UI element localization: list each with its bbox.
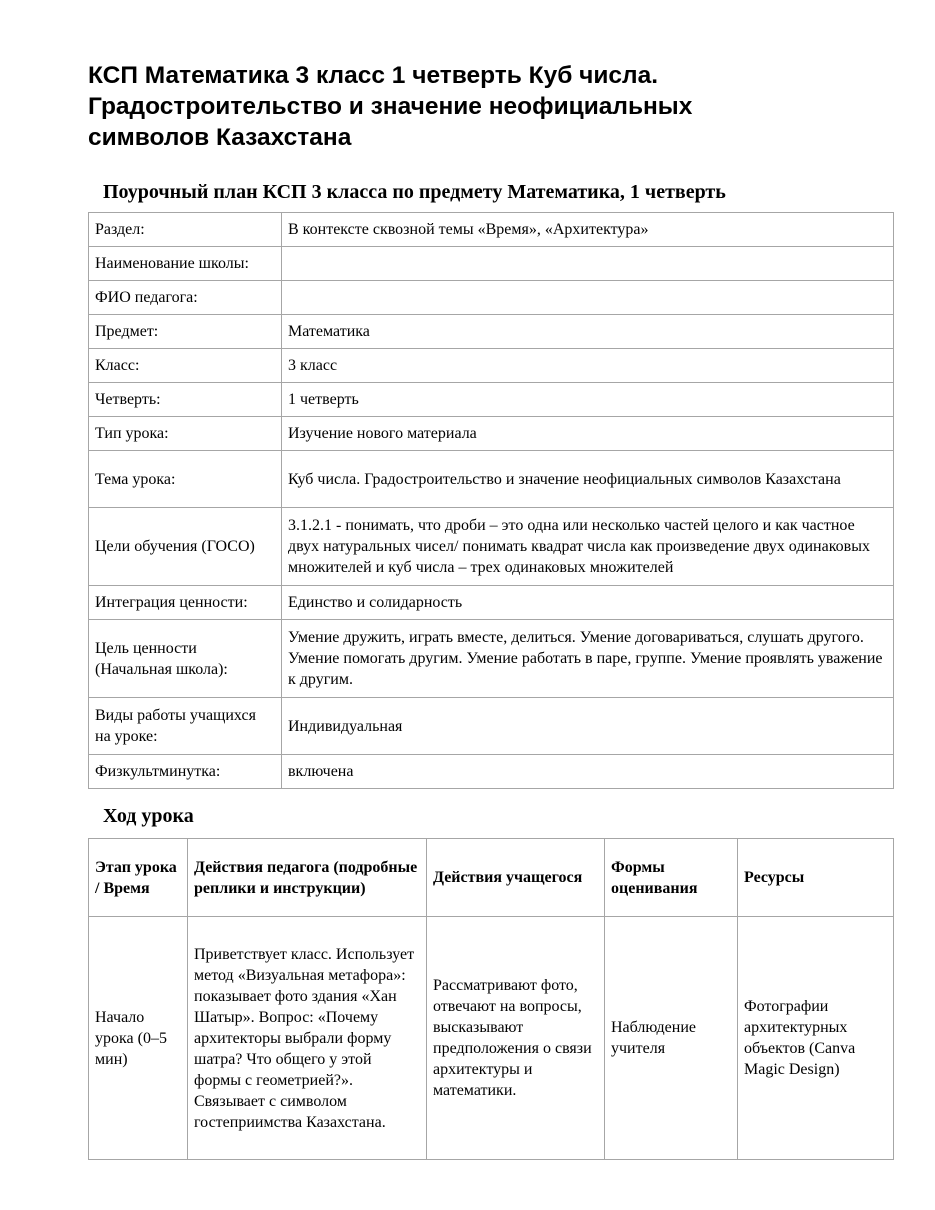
title-line-1: КСП Математика 3 класс 1 четверть Куб числа. [88,62,659,89]
info-label: Предмет: [89,315,282,349]
table-row [89,281,894,315]
info-label: Наименование школы: [89,247,282,281]
column-header-assessment: Формы оценивания [605,839,738,917]
info-value: 3.1.2.1 - понимать, что дроби – это одна или несколько частей целого и как частное двух натуральных чисел/ понимать квадрат числа как произведение двух одинаковых множителей и куб числа – трех одинаковых множителей [282,508,894,586]
column-header-resources: Ресурсы [738,839,894,917]
info-value: Математика [282,315,894,349]
cell-student-actions: Рассматривают фото, отвечают на вопросы, высказывают предположения о связи архитектуры и математики. [427,917,605,1160]
table-row [89,247,894,281]
table-row [89,451,894,508]
document-page [88,0,893,1160]
info-value: Изучение нового материала [282,417,894,451]
info-label: Виды работы учащихся на уроке: [89,698,282,755]
info-value [282,281,894,315]
table-row [89,586,894,620]
info-label: Раздел: [89,213,282,247]
table-row [89,417,894,451]
info-label: Интеграция ценности: [89,586,282,620]
info-label: ФИО педагога: [89,281,282,315]
info-value: Единство и солидарность [282,586,894,620]
cell-resources: Фотографии архитектурных объектов (Canva Magic Design) [738,917,894,1160]
plan-heading: Поурочный план КСП 3 класса по предмету Математика, 1 четверть [103,181,726,203]
title-line-3: символов Казахстана [88,124,352,151]
cell-stage: Начало урока (0–5 мин) [89,917,188,1160]
info-label: Цель ценности (Начальная школа): [89,620,282,698]
info-value: 1 четверть [282,383,894,417]
table-row [89,698,894,755]
table-header-row [89,839,894,917]
course-heading: Ход урока [103,805,194,827]
info-label: Класс: [89,349,282,383]
document-title [88,0,893,153]
table-row [89,755,894,789]
info-value: Индивидуальная [282,698,894,755]
column-header-student-actions: Действия учащегося [427,839,605,917]
cell-assessment: Наблюдение учителя [605,917,738,1160]
table-row [89,508,894,586]
table-row [89,620,894,698]
info-label: Тема урока: [89,451,282,508]
title-line-2: Градостроительство и значение неофициальных [88,93,693,120]
column-header-teacher-actions: Действия педагога (подробные реплики и инструкции) [188,839,427,917]
table-row [89,383,894,417]
info-value: Куб числа. Градостроительство и значение неофициальных символов Казахстана [282,451,894,508]
column-header-stage: Этап урока / Время [89,839,188,917]
info-value [282,247,894,281]
table-row [89,213,894,247]
info-label: Четверть: [89,383,282,417]
cell-teacher-actions: Приветствует класс. Использует метод «Визуальная метафора»: показывает фото здания «Хан Шатыр». Вопрос: «Почему архитекторы выбрали форму шатра? Что общего у этой формы с геометрией?». Связывает с символом гостеприимства Казахстана. [188,917,427,1160]
table-row [89,349,894,383]
lesson-course-table [88,838,894,1160]
info-value: Умение дружить, играть вместе, делиться. Умение договариваться, слушать другого. Умение помогать другим. Умение работать в паре, группе. Умение проявлять уважение к другим. [282,620,894,698]
info-value: 3 класс [282,349,894,383]
info-label: Физкультминутка: [89,755,282,789]
info-label: Цели обучения (ГОСО) [89,508,282,586]
table-row [89,917,894,1160]
info-label: Тип урока: [89,417,282,451]
info-value: включена [282,755,894,789]
table-row [89,315,894,349]
lesson-info-table [88,212,894,789]
info-value: В контексте сквозной темы «Время», «Архитектура» [282,213,894,247]
